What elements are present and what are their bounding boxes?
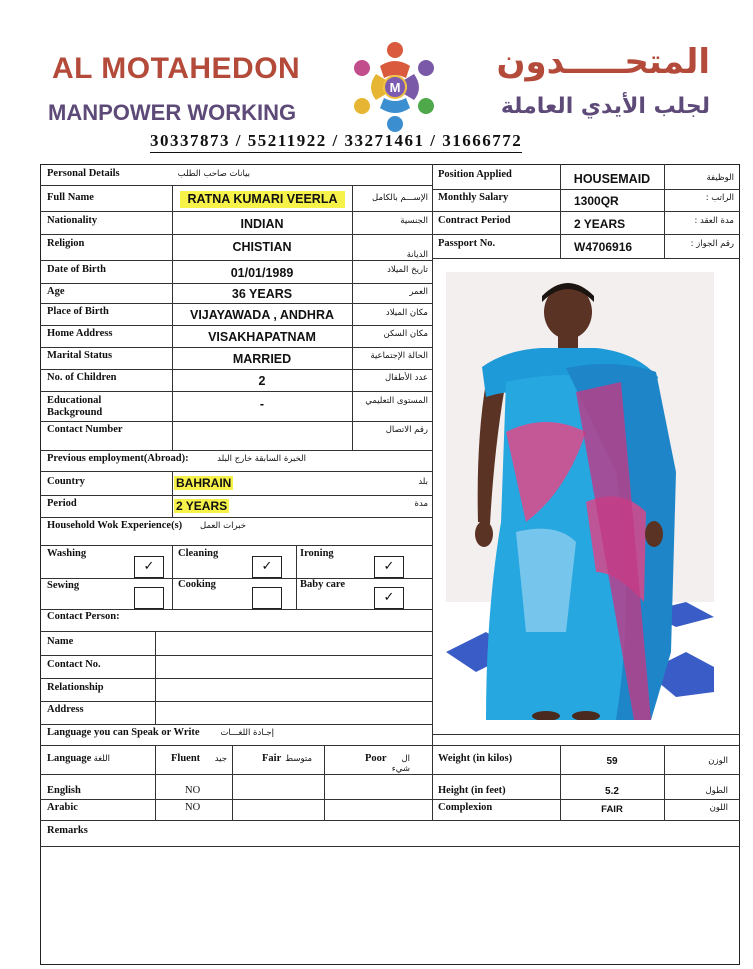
lang-col-fair: Fair (262, 753, 282, 764)
skill-babycare-label: Baby care (300, 579, 346, 590)
lang-english-fluent: NO (185, 785, 201, 796)
monthly-salary-value: 1300QR (574, 194, 619, 208)
dob-label-ar: تاريخ الميلاد (387, 265, 428, 275)
lang-arabic-label: Arabic (47, 802, 78, 813)
children-label: No. of Children (47, 372, 117, 383)
nationality-value: INDIAN (240, 217, 284, 231)
period-label: Period (47, 498, 77, 509)
home-address-label: Home Address (47, 328, 113, 339)
passport-label: Passport No. (438, 238, 496, 249)
children-value: 2 (258, 374, 266, 388)
skill-ironing-checkbox[interactable]: ✓ (374, 556, 404, 578)
pob-value: VIJAYAWADA , ANDHRA (189, 308, 334, 322)
height-label: Height (in feet) (438, 785, 506, 796)
lang-col-poor-ar: ال شيء (391, 754, 410, 774)
country-label-ar: بلد (418, 477, 428, 487)
lang-col-fluent: Fluent (171, 753, 201, 764)
religion-label: Religion (47, 238, 85, 249)
phone-numbers: 30337873 / 55211922 / 33271461 / 31666772 (150, 131, 522, 153)
height-value: 5.2 (605, 786, 619, 797)
contact-number-label: Contact Number (47, 424, 123, 435)
contract-period-label-ar: مدة العقد : (694, 216, 734, 226)
applicant-photo (446, 272, 714, 720)
company-subtitle-en: MANPOWER WORKING (48, 100, 297, 125)
full-name-value: RATNA KUMARI VEERLA (180, 191, 345, 208)
pob-label: Place of Birth (47, 306, 109, 317)
personal-details-label-ar: بيانات صاحب الطلب (177, 169, 250, 179)
skill-cleaning-label: Cleaning (178, 548, 219, 559)
full-name-label-ar: الإســـم بالكامل (372, 193, 428, 203)
monthly-salary-label-ar: الراتب : (705, 193, 734, 203)
monthly-salary-label: Monthly Salary (438, 192, 509, 203)
age-label-ar: العمر (409, 287, 428, 297)
skill-cooking-checkbox[interactable] (252, 587, 282, 609)
contact-person-label: Contact Person: (47, 611, 120, 622)
marital-status-label-ar: الحالة الإجتماعية (370, 351, 428, 361)
home-address-label-ar: مكان السكن (383, 329, 428, 339)
weight-label: Weight (in kilos) (438, 753, 513, 764)
contract-period-label: Contract Period (438, 215, 511, 226)
dob-value: 01/01/1989 (230, 266, 294, 280)
nationality-label-ar: الجنسية (400, 216, 428, 226)
lang-col-fluent-ar: جيد (214, 754, 227, 764)
marital-status-label: Marital Status (47, 350, 113, 361)
position-applied-label: Position Applied (438, 169, 512, 180)
complexion-label: Complexion (438, 802, 493, 813)
logo-letter: M (389, 80, 401, 95)
skill-cleaning-checkbox[interactable]: ✓ (252, 556, 282, 578)
weight-label-ar: الوزن (708, 756, 728, 766)
weight-value: 59 (606, 756, 618, 767)
passport-value: W4706916 (574, 240, 633, 254)
country-label: Country (47, 476, 85, 487)
complexion-value: FAIR (601, 804, 623, 815)
religion-label-ar: الديانة (406, 250, 428, 260)
period-value: 2 YEARS (176, 499, 228, 513)
age-label: Age (47, 286, 65, 297)
company-logo (340, 38, 450, 133)
nationality-label: Nationality (47, 215, 98, 226)
lang-col-poor: Poor (365, 753, 387, 764)
contact-no-label: Contact No. (47, 659, 101, 670)
height-label-ar: الطول (705, 786, 728, 796)
education-value: - (259, 397, 265, 411)
home-address-value: VISAKHAPATNAM (208, 330, 316, 344)
pob-label-ar: مكان الميلاد (385, 308, 428, 318)
country-value: BAHRAIN (176, 476, 232, 490)
full-name-label: Full Name (47, 192, 94, 203)
previous-employment-label-ar: الخبرة السابقة خارج البلد (217, 454, 306, 464)
marital-status-value: MARRIED (232, 352, 292, 366)
position-applied-value: HOUSEMAID (573, 172, 651, 186)
skill-babycare-checkbox[interactable]: ✓ (374, 587, 404, 609)
dob-label: Date of Birth (47, 264, 106, 275)
complexion-label-ar: اللون (709, 803, 728, 813)
company-subtitle-ar: لجلب الأيدي العاملة (500, 94, 710, 119)
lang-col-fair-ar: متوسط (285, 754, 312, 764)
language-title: Language you can Speak or Write (47, 727, 200, 738)
children-label-ar: عدد الأطفال (384, 373, 428, 383)
remarks-label: Remarks (47, 825, 88, 836)
relationship-label: Relationship (47, 682, 104, 693)
contact-name-label: Name (47, 636, 74, 647)
education-label-ar: المستوى التعليمي (365, 396, 428, 406)
skill-washing-checkbox[interactable]: ✓ (134, 556, 164, 578)
language-title-ar: إجـادة اللغـــات (220, 728, 274, 738)
skill-sewing-label: Sewing (47, 580, 80, 591)
household-label: Household Wok Experience(s) (47, 520, 183, 531)
skill-washing-label: Washing (47, 548, 87, 559)
skill-ironing-label: Ironing (300, 548, 334, 559)
company-name-ar: المتحـــــدون (496, 42, 710, 82)
personal-details-label: Personal Details (47, 168, 120, 179)
period-label-ar: مدة (414, 499, 428, 509)
lang-english-label: English (47, 785, 81, 796)
passport-label-ar: رقم الجواز : (690, 239, 734, 249)
company-name-en: AL MOTAHEDON (52, 52, 301, 85)
skill-cooking-label: Cooking (178, 579, 216, 590)
address-label: Address (47, 704, 84, 715)
contract-period-value: 2 YEARS (574, 217, 626, 231)
contact-number-label-ar: رقم الاتصال (385, 425, 428, 435)
position-applied-label-ar: الوظيفة (706, 173, 734, 183)
household-label-ar: خبرات العمل (200, 521, 246, 531)
lang-arabic-fluent: NO (185, 802, 201, 813)
skill-sewing-checkbox[interactable] (134, 587, 164, 609)
age-value: 36 YEARS (231, 287, 293, 301)
lang-col-language: Language (47, 753, 92, 764)
previous-employment-label: Previous employment(Abroad): (47, 453, 189, 464)
lang-col-language-ar: اللغة (93, 754, 110, 764)
education-label: Educational Background (47, 395, 103, 418)
religion-value: CHISTIAN (232, 240, 292, 254)
